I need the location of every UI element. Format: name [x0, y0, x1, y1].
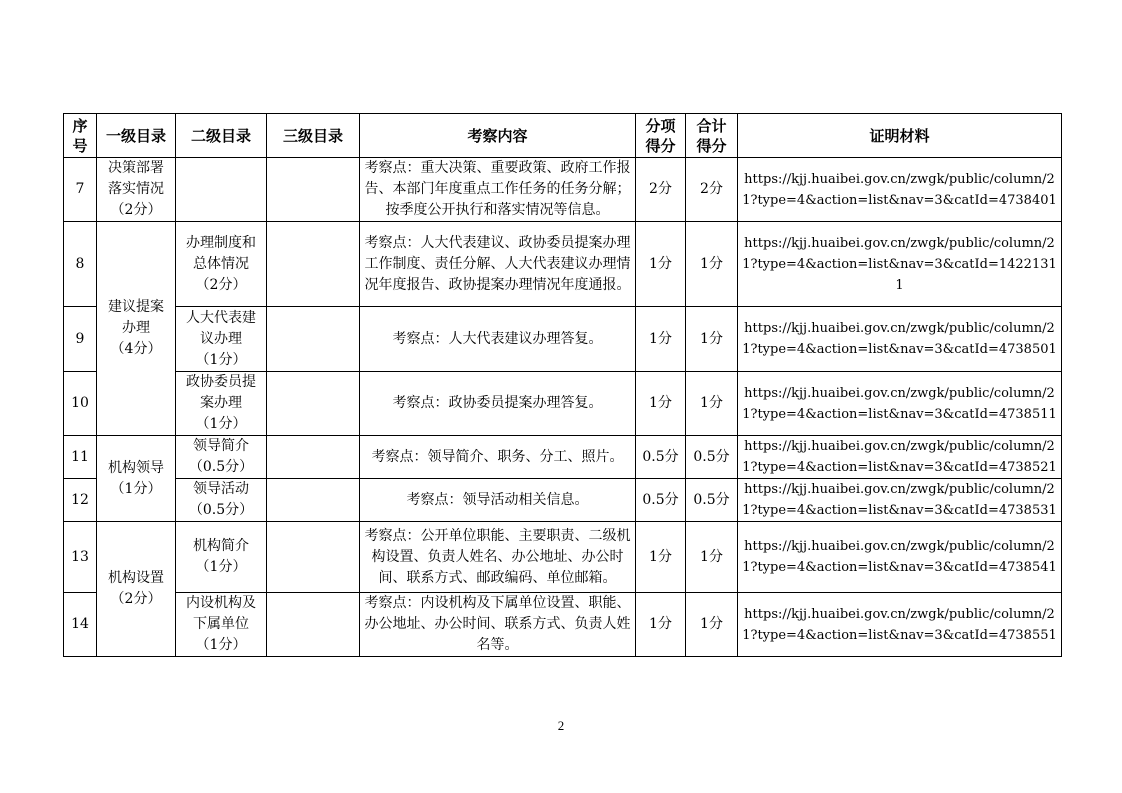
header-total-score: 合计 得分 — [686, 114, 738, 158]
item-score: 0.5分 — [636, 436, 686, 479]
table-row — [64, 372, 1062, 436]
inspection-content: 考察点：人大代表建议办理答复。 — [360, 307, 636, 372]
header-content: 考察内容 — [360, 114, 636, 158]
row-number: 13 — [64, 522, 97, 593]
row-number: 11 — [64, 436, 97, 479]
level1-category: 决策部署 落实情况 （2分） — [97, 158, 176, 222]
table-row — [64, 307, 1062, 372]
item-score: 1分 — [636, 307, 686, 372]
item-score: 0.5分 — [636, 479, 686, 522]
total-score: 1分 — [686, 522, 738, 593]
level1-category: 建议提案 办理 （4分） — [97, 222, 176, 436]
header-item-score: 分项 得分 — [636, 114, 686, 158]
row-number: 8 — [64, 222, 97, 307]
inspection-content: 考察点：内设机构及下属单位设置、职能、办公地址、办公时间、联系方式、负责人姓名等。 — [360, 593, 636, 657]
total-score: 1分 — [686, 222, 738, 307]
level3-category — [267, 158, 360, 222]
row-number: 10 — [64, 372, 97, 436]
header-evidence: 证明材料 — [738, 114, 1062, 158]
total-score: 0.5分 — [686, 479, 738, 522]
item-score: 1分 — [636, 522, 686, 593]
evidence-link[interactable]: https://kjj.huaibei.gov.cn/zwgk/public/column/21?type=4&action=list&nav=3&catId=4738511 — [738, 372, 1062, 436]
level2-category: 领导活动 （0.5分） — [176, 479, 267, 522]
inspection-content: 考察点：重大决策、重要政策、政府工作报告、本部门年度重点工作任务的任务分解；按季度公开执行和落实情况等信息。 — [360, 158, 636, 222]
table-header-row — [64, 114, 1062, 158]
level3-category — [267, 307, 360, 372]
row-number: 12 — [64, 479, 97, 522]
level1-category: 机构领导 （1分） — [97, 436, 176, 522]
item-score: 2分 — [636, 158, 686, 222]
table-row — [64, 593, 1062, 657]
table-row — [64, 158, 1062, 222]
score-table — [63, 113, 1062, 657]
level3-category — [267, 593, 360, 657]
total-score: 1分 — [686, 593, 738, 657]
level2-category: 机构简介 （1分） — [176, 522, 267, 593]
header-no: 序 号 — [64, 114, 97, 158]
evidence-link[interactable]: https://kjj.huaibei.gov.cn/zwgk/public/column/21?type=4&action=list&nav=3&catId=4738401 — [738, 158, 1062, 222]
level3-category — [267, 436, 360, 479]
inspection-content: 考察点：公开单位职能、主要职责、二级机构设置、负责人姓名、办公地址、办公时间、联系方式、邮政编码、单位邮箱。 — [360, 522, 636, 593]
level1-category: 机构设置 （2分） — [97, 522, 176, 657]
page-number: 2 — [557, 718, 565, 733]
row-number: 14 — [64, 593, 97, 657]
evidence-link[interactable]: https://kjj.huaibei.gov.cn/zwgk/public/column/21?type=4&action=list&nav=3&catId=14221311 — [738, 222, 1062, 307]
evidence-link[interactable]: https://kjj.huaibei.gov.cn/zwgk/public/column/21?type=4&action=list&nav=3&catId=4738551 — [738, 593, 1062, 657]
row-number: 9 — [64, 307, 97, 372]
level3-category — [267, 372, 360, 436]
header-level3: 三级目录 — [267, 114, 360, 158]
inspection-content: 考察点：政协委员提案办理答复。 — [360, 372, 636, 436]
item-score: 1分 — [636, 372, 686, 436]
header-level1: 一级目录 — [97, 114, 176, 158]
item-score: 1分 — [636, 222, 686, 307]
level2-category: 领导简介 （0.5分） — [176, 436, 267, 479]
header-level2: 二级目录 — [176, 114, 267, 158]
evidence-link[interactable]: https://kjj.huaibei.gov.cn/zwgk/public/column/21?type=4&action=list&nav=3&catId=4738541 — [738, 522, 1062, 593]
row-number: 7 — [64, 158, 97, 222]
inspection-content: 考察点：人大代表建议、政协委员提案办理工作制度、责任分解、人大代表建议办理情况年度报告、政协提案办理情况年度通报。 — [360, 222, 636, 307]
level3-category — [267, 479, 360, 522]
evidence-link[interactable]: https://kjj.huaibei.gov.cn/zwgk/public/column/21?type=4&action=list&nav=3&catId=4738531 — [738, 479, 1062, 522]
level3-category — [267, 222, 360, 307]
evidence-link[interactable]: https://kjj.huaibei.gov.cn/zwgk/public/column/21?type=4&action=list&nav=3&catId=4738501 — [738, 307, 1062, 372]
table-row — [64, 436, 1062, 479]
total-score: 1分 — [686, 307, 738, 372]
total-score: 0.5分 — [686, 436, 738, 479]
level2-category — [176, 158, 267, 222]
table-row — [64, 522, 1062, 593]
total-score: 2分 — [686, 158, 738, 222]
level2-category: 内设机构及 下属单位 （1分） — [176, 593, 267, 657]
level3-category — [267, 522, 360, 593]
level2-category: 办理制度和 总体情况 （2分） — [176, 222, 267, 307]
level2-category: 政协委员提 案办理 （1分） — [176, 372, 267, 436]
total-score: 1分 — [686, 372, 738, 436]
inspection-content: 考察点：领导简介、职务、分工、照片。 — [360, 436, 636, 479]
table-row — [64, 222, 1062, 307]
table-row — [64, 479, 1062, 522]
item-score: 1分 — [636, 593, 686, 657]
level2-category: 人大代表建 议办理 （1分） — [176, 307, 267, 372]
evidence-link[interactable]: https://kjj.huaibei.gov.cn/zwgk/public/column/21?type=4&action=list&nav=3&catId=4738521 — [738, 436, 1062, 479]
inspection-content: 考察点：领导活动相关信息。 — [360, 479, 636, 522]
